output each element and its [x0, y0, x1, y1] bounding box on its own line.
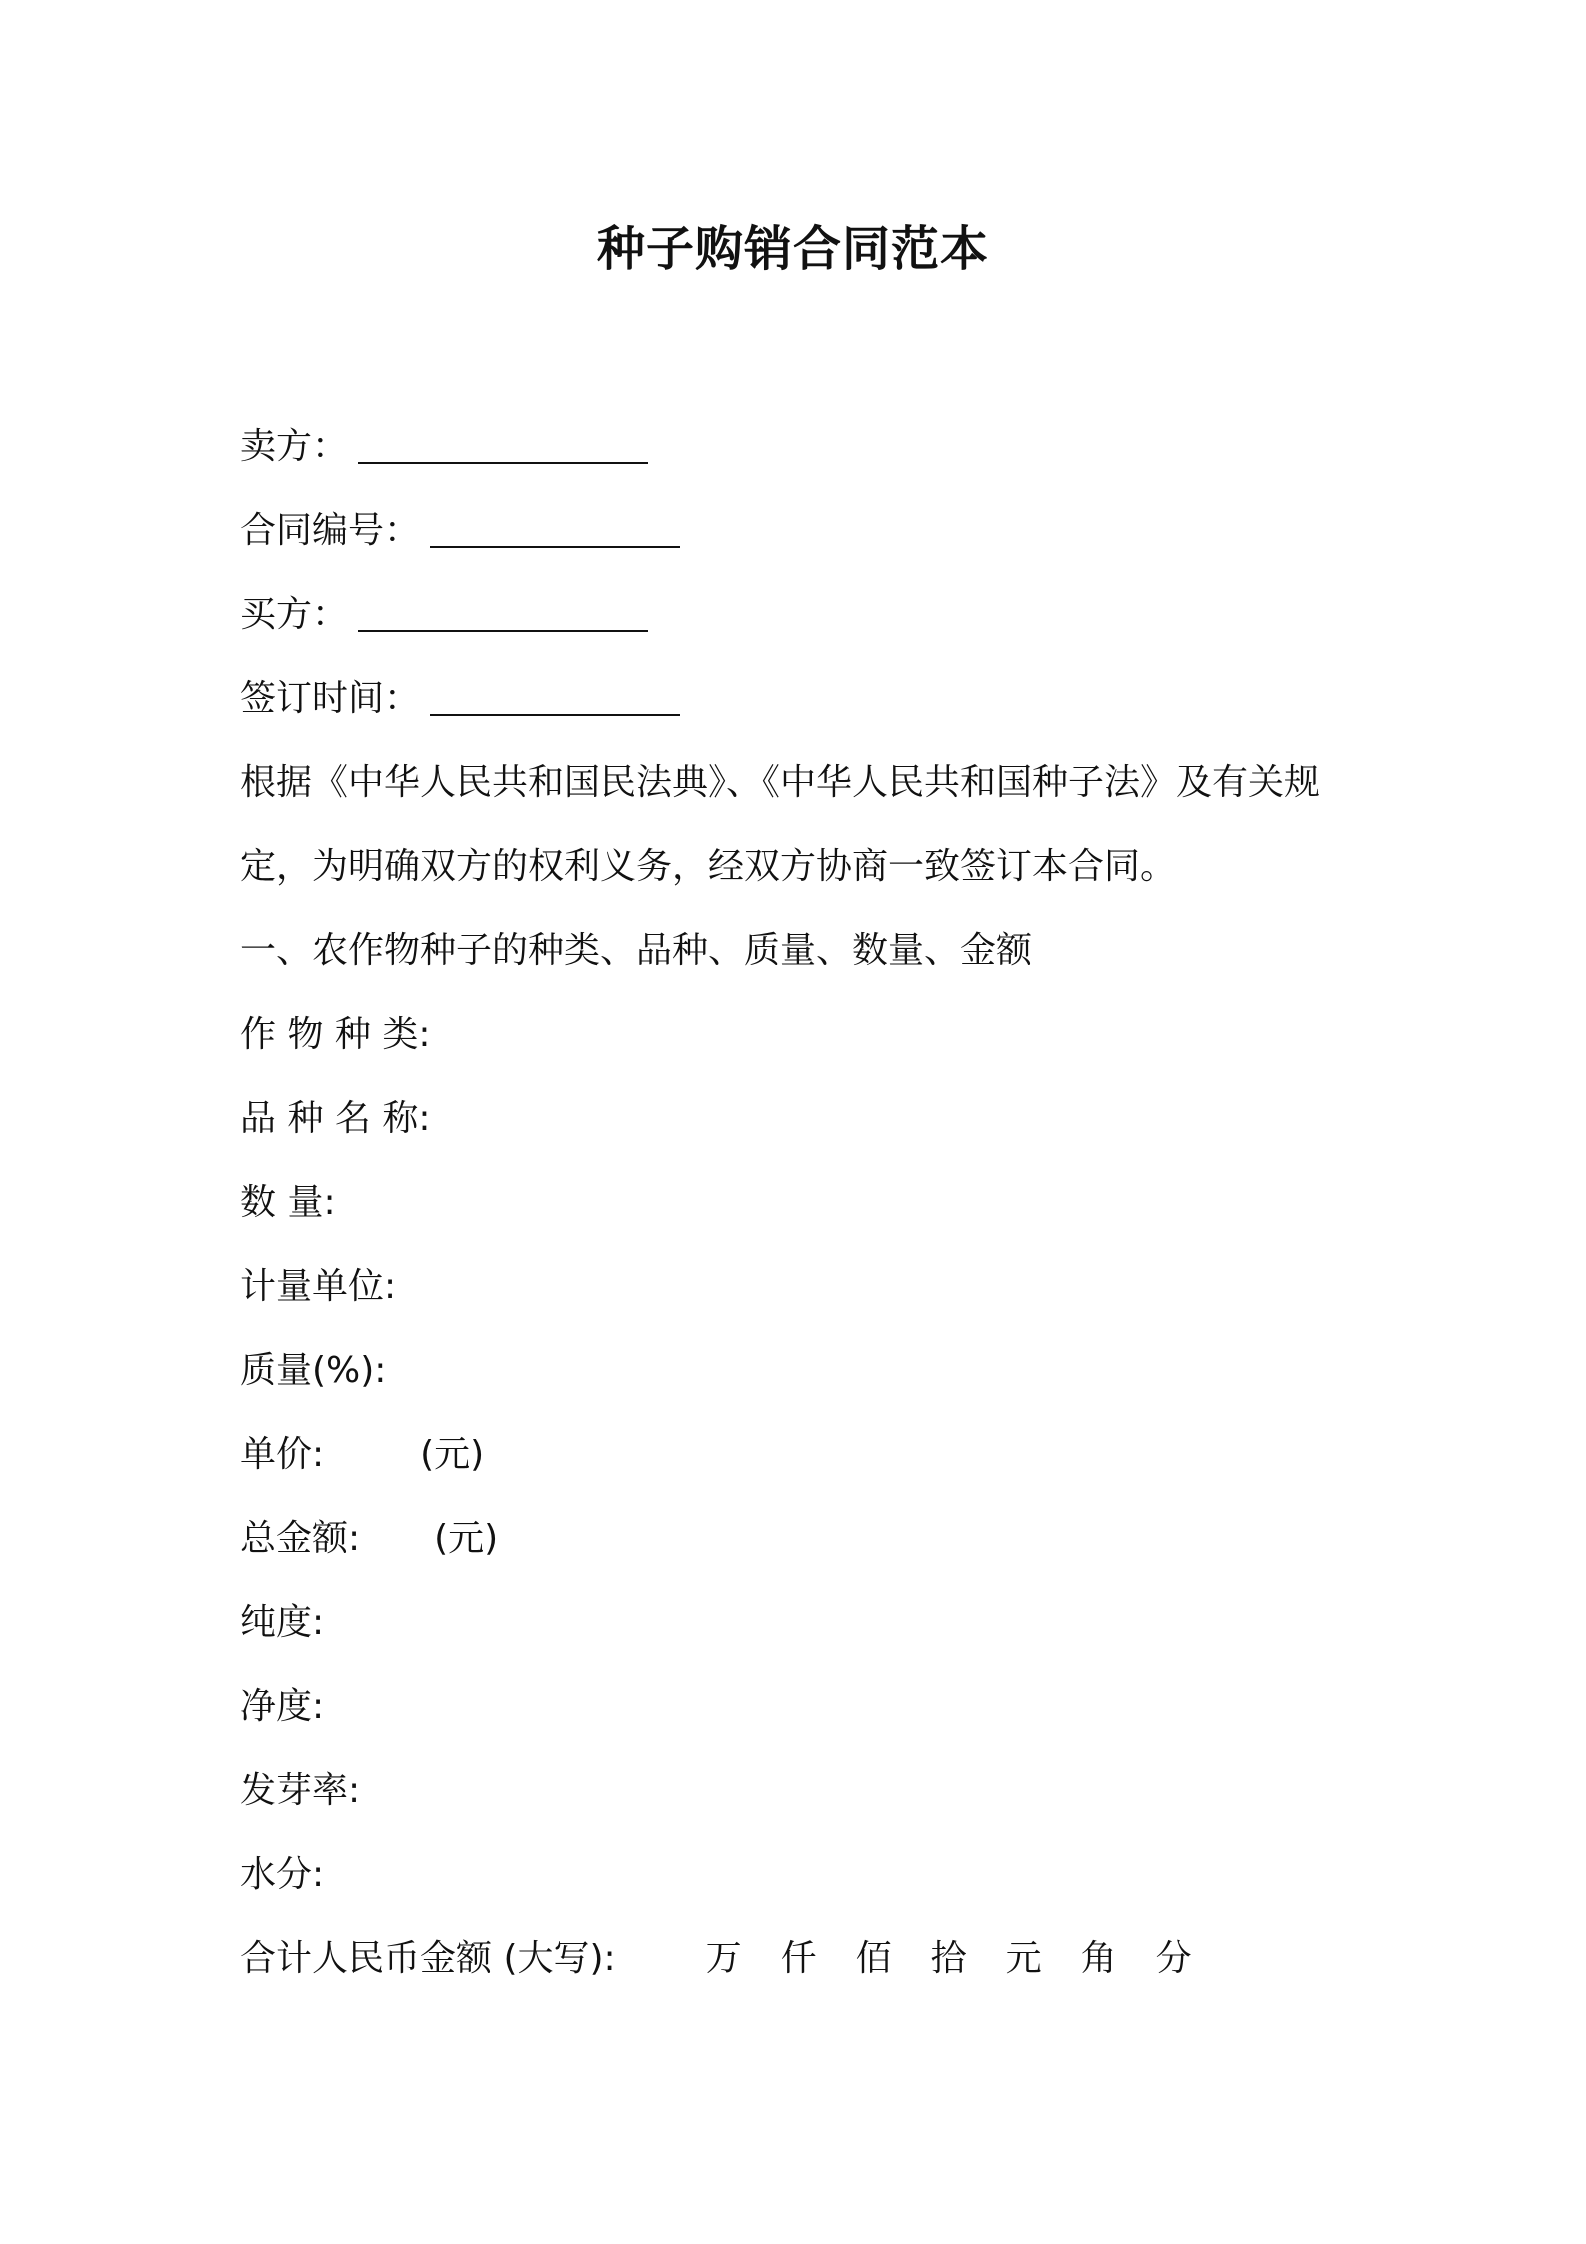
rmb-unit-wan: 万	[705, 1938, 742, 1979]
quantity-label: 数 量:	[240, 1182, 336, 1223]
sign-time-blank[interactable]	[430, 684, 680, 716]
quality-field	[240, 1329, 1360, 1413]
seller-blank[interactable]	[358, 432, 648, 464]
buyer-field	[240, 573, 1360, 657]
sign-time-label: 签订时间：	[240, 678, 421, 719]
variety-name-label: 品 种 名 称:	[240, 1098, 431, 1139]
unit-price-field	[240, 1413, 1360, 1497]
germination-label: 发芽率:	[240, 1770, 361, 1811]
variety-name-field	[240, 1077, 1360, 1161]
buyer-label: 买方：	[240, 594, 349, 635]
preamble-line-1: 根据《中华人民共和国民法典》、《中华人民共和国种子法》及有关规	[240, 762, 1321, 803]
purity-field	[240, 1581, 1360, 1665]
cleanliness-label: 净度:	[240, 1686, 325, 1727]
contract-number-label: 合同编号：	[240, 510, 421, 551]
rmb-unit-bai: 佰	[855, 1938, 892, 1979]
unit-price-suffix: (元)	[420, 1434, 485, 1475]
unit-price-label: 单价:	[240, 1434, 325, 1475]
document-body	[240, 405, 1360, 2001]
rmb-unit-jiao: 角	[1080, 1938, 1117, 1979]
rmb-unit-fen: 分	[1155, 1938, 1192, 1979]
germination-field	[240, 1749, 1360, 1833]
quantity-field	[240, 1161, 1360, 1245]
seller-label: 卖方：	[240, 426, 349, 467]
rmb-unit-yuan: 元	[1005, 1938, 1042, 1979]
rmb-unit-qian: 仟	[780, 1938, 817, 1979]
total-amount-field	[240, 1497, 1360, 1581]
purity-label: 纯度:	[240, 1602, 325, 1643]
crop-type-label: 作 物 种 类:	[240, 1014, 431, 1055]
sign-time-field	[240, 657, 1360, 741]
moisture-field	[240, 1833, 1360, 1917]
rmb-unit-shi: 拾	[930, 1938, 967, 1979]
total-amount-suffix: (元)	[434, 1518, 499, 1559]
total-amount-label: 总金额:	[240, 1518, 361, 1559]
contract-number-blank[interactable]	[430, 516, 680, 548]
measure-unit-field	[240, 1245, 1360, 1329]
rmb-total-label: 合计人民币金额 (大写):	[240, 1938, 616, 1979]
moisture-label: 水分:	[240, 1854, 325, 1895]
crop-type-field	[240, 993, 1360, 1077]
document-title: 种子购销合同范本	[596, 221, 989, 277]
preamble-line-2: 定，为明确双方的权利义务，经双方协商一致签订本合同。	[240, 846, 1177, 887]
cleanliness-field	[240, 1665, 1360, 1749]
contract-number-field	[240, 489, 1360, 573]
rmb-total-field	[240, 1917, 1360, 2001]
measure-unit-label: 计量单位:	[240, 1266, 397, 1307]
buyer-blank[interactable]	[358, 600, 648, 632]
quality-label: 质量(%):	[240, 1350, 387, 1391]
seller-field	[240, 405, 1360, 489]
section-1-heading: 一、农作物种子的种类、品种、质量、数量、金额	[240, 930, 1033, 971]
